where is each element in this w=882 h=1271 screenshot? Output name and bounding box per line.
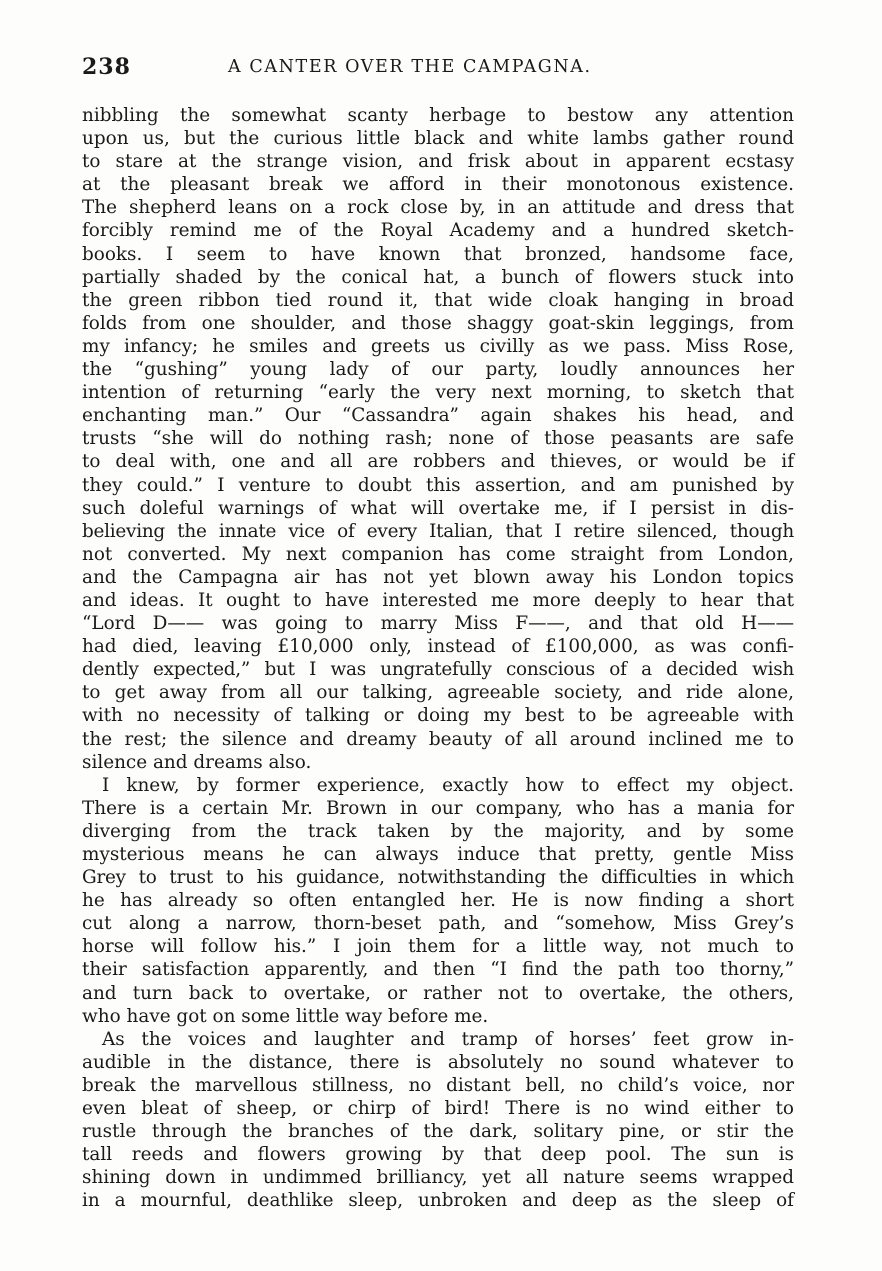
- text-line: dently expected,” but I was ungratefully conscious of a decided wish: [82, 659, 794, 681]
- text-line: the green ribbon tied round it, that wide cloak hanging in broad: [82, 289, 794, 311]
- paragraph-end-line: who have got on some little way before me.: [82, 1005, 489, 1027]
- text-line: with no necessity of talking or doing my best to be agreeable with: [82, 705, 794, 727]
- text-line: not converted. My next companion has come straight from London,: [82, 543, 794, 565]
- text-line: shining down in undimmed brilliancy, yet all nature seems wrapped: [82, 1167, 794, 1189]
- text-line: my infancy; he smiles and greets us civilly as we pass. Miss Rose,: [82, 335, 794, 357]
- text-line: “Lord D—— was going to marry Miss F——, and that old H——: [82, 613, 794, 635]
- text-line: to stare at the strange vision, and frisk about in apparent ecstasy: [82, 151, 794, 173]
- text-line: partially shaded by the conical hat, a bunch of flowers stuck into: [82, 266, 794, 288]
- text-line: nibbling the somewhat scanty herbage to bestow any attention: [82, 105, 794, 126]
- text-line: mysterious means he can always induce that pretty, gentle Miss: [82, 844, 794, 865]
- text-line: The shepherd leans on a rock close by, in an attitude and dress that: [82, 197, 794, 219]
- text-line: folds from one shoulder, and those shaggy goat-skin leggings, from: [82, 312, 794, 334]
- text-line: diverging from the track taken by the majority, and by some: [82, 820, 794, 842]
- text-line: such doleful warnings of what will overtake me, if I persist in dis-: [82, 497, 794, 519]
- text-line: their satisfaction apparently, and then “I find the path too thorny,”: [82, 959, 794, 981]
- text-line: the rest; the silence and dreamy beauty of all around inclined me to: [82, 728, 794, 750]
- text-line: to get away from all our talking, agreeable society, and ride alone,: [82, 682, 794, 704]
- page-header: [82, 54, 802, 86]
- text-line: the “gushing” young lady of our party, loudly announces her: [82, 359, 794, 381]
- text-line: rustle through the branches of the dark, solitary pine, or stir the: [82, 1121, 794, 1143]
- text-line: at the pleasant break we afford in their monotonous existence.: [82, 174, 794, 196]
- text-line: believing the innate vice of every Italian, that I retire silenced, though: [82, 520, 794, 542]
- paragraph-start-line: I knew, by former experience, exactly how to effect my object.: [102, 774, 794, 796]
- text-line: intention of returning “early the very next morning, to sketch that: [82, 382, 794, 404]
- body-text: [82, 104, 794, 1213]
- text-line: in a mournful, deathlike sleep, unbroken and deep as the sleep of: [82, 1190, 794, 1212]
- text-line: enchanting man.” Our “Cassandra” again shakes his head, and: [82, 405, 794, 427]
- text-line: tall reeds and flowers growing by that deep pool. The sun is: [82, 1144, 794, 1166]
- text-line: and ideas. It ought to have interested me more deeply to hear that: [82, 589, 794, 611]
- text-line: books. I seem to have known that bronzed, handsome face,: [82, 243, 794, 265]
- text-line: cut along a narrow, thorn-beset path, and “somehow, Miss Grey’s: [82, 913, 794, 935]
- text-line: had died, leaving £10,000 only, instead of £100,000, as was confi-: [82, 636, 794, 658]
- text-line: and turn back to overtake, or rather not to overtake, the others,: [82, 982, 794, 1004]
- text-line: forcibly remind me of the Royal Academy and a hundred sketch-: [82, 220, 794, 242]
- text-line: and the Campagna air has not yet blown away his London topics: [82, 566, 794, 588]
- text-line: they could.” I venture to doubt this assertion, and am punished by: [82, 474, 794, 496]
- text-line: he has already so often entangled her. He is now finding a short: [82, 890, 794, 912]
- text-line: to deal with, one and all are robbers and thieves, or would be if: [82, 451, 794, 473]
- text-line: trusts “she will do nothing rash; none of those peasants are safe: [82, 428, 794, 450]
- running-title: A CANTER OVER THE CAMPAGNA.: [228, 57, 592, 77]
- paragraph-start-line: As the voices and laughter and tramp of horses’ feet grow in-: [102, 1028, 794, 1050]
- text-line: even bleat of sheep, or chirp of bird! There is no wind either to: [82, 1098, 794, 1120]
- text-line: audible in the distance, there is absolutely no sound whatever to: [82, 1051, 794, 1073]
- text-line: There is a certain Mr. Brown in our company, who has a mania for: [82, 797, 794, 819]
- text-line: break the marvellous stillness, no distant bell, no child’s voice, nor: [82, 1074, 794, 1096]
- text-line: upon us, but the curious little black and white lambs gather round: [82, 128, 794, 150]
- text-line: Grey to trust to his guidance, notwithstanding the difficulties in which: [82, 867, 794, 889]
- text-line: horse will follow his.” I join them for a little way, not much to: [82, 936, 794, 958]
- page-number: 238: [82, 54, 131, 80]
- paragraph-end-line: silence and dreams also.: [82, 751, 312, 773]
